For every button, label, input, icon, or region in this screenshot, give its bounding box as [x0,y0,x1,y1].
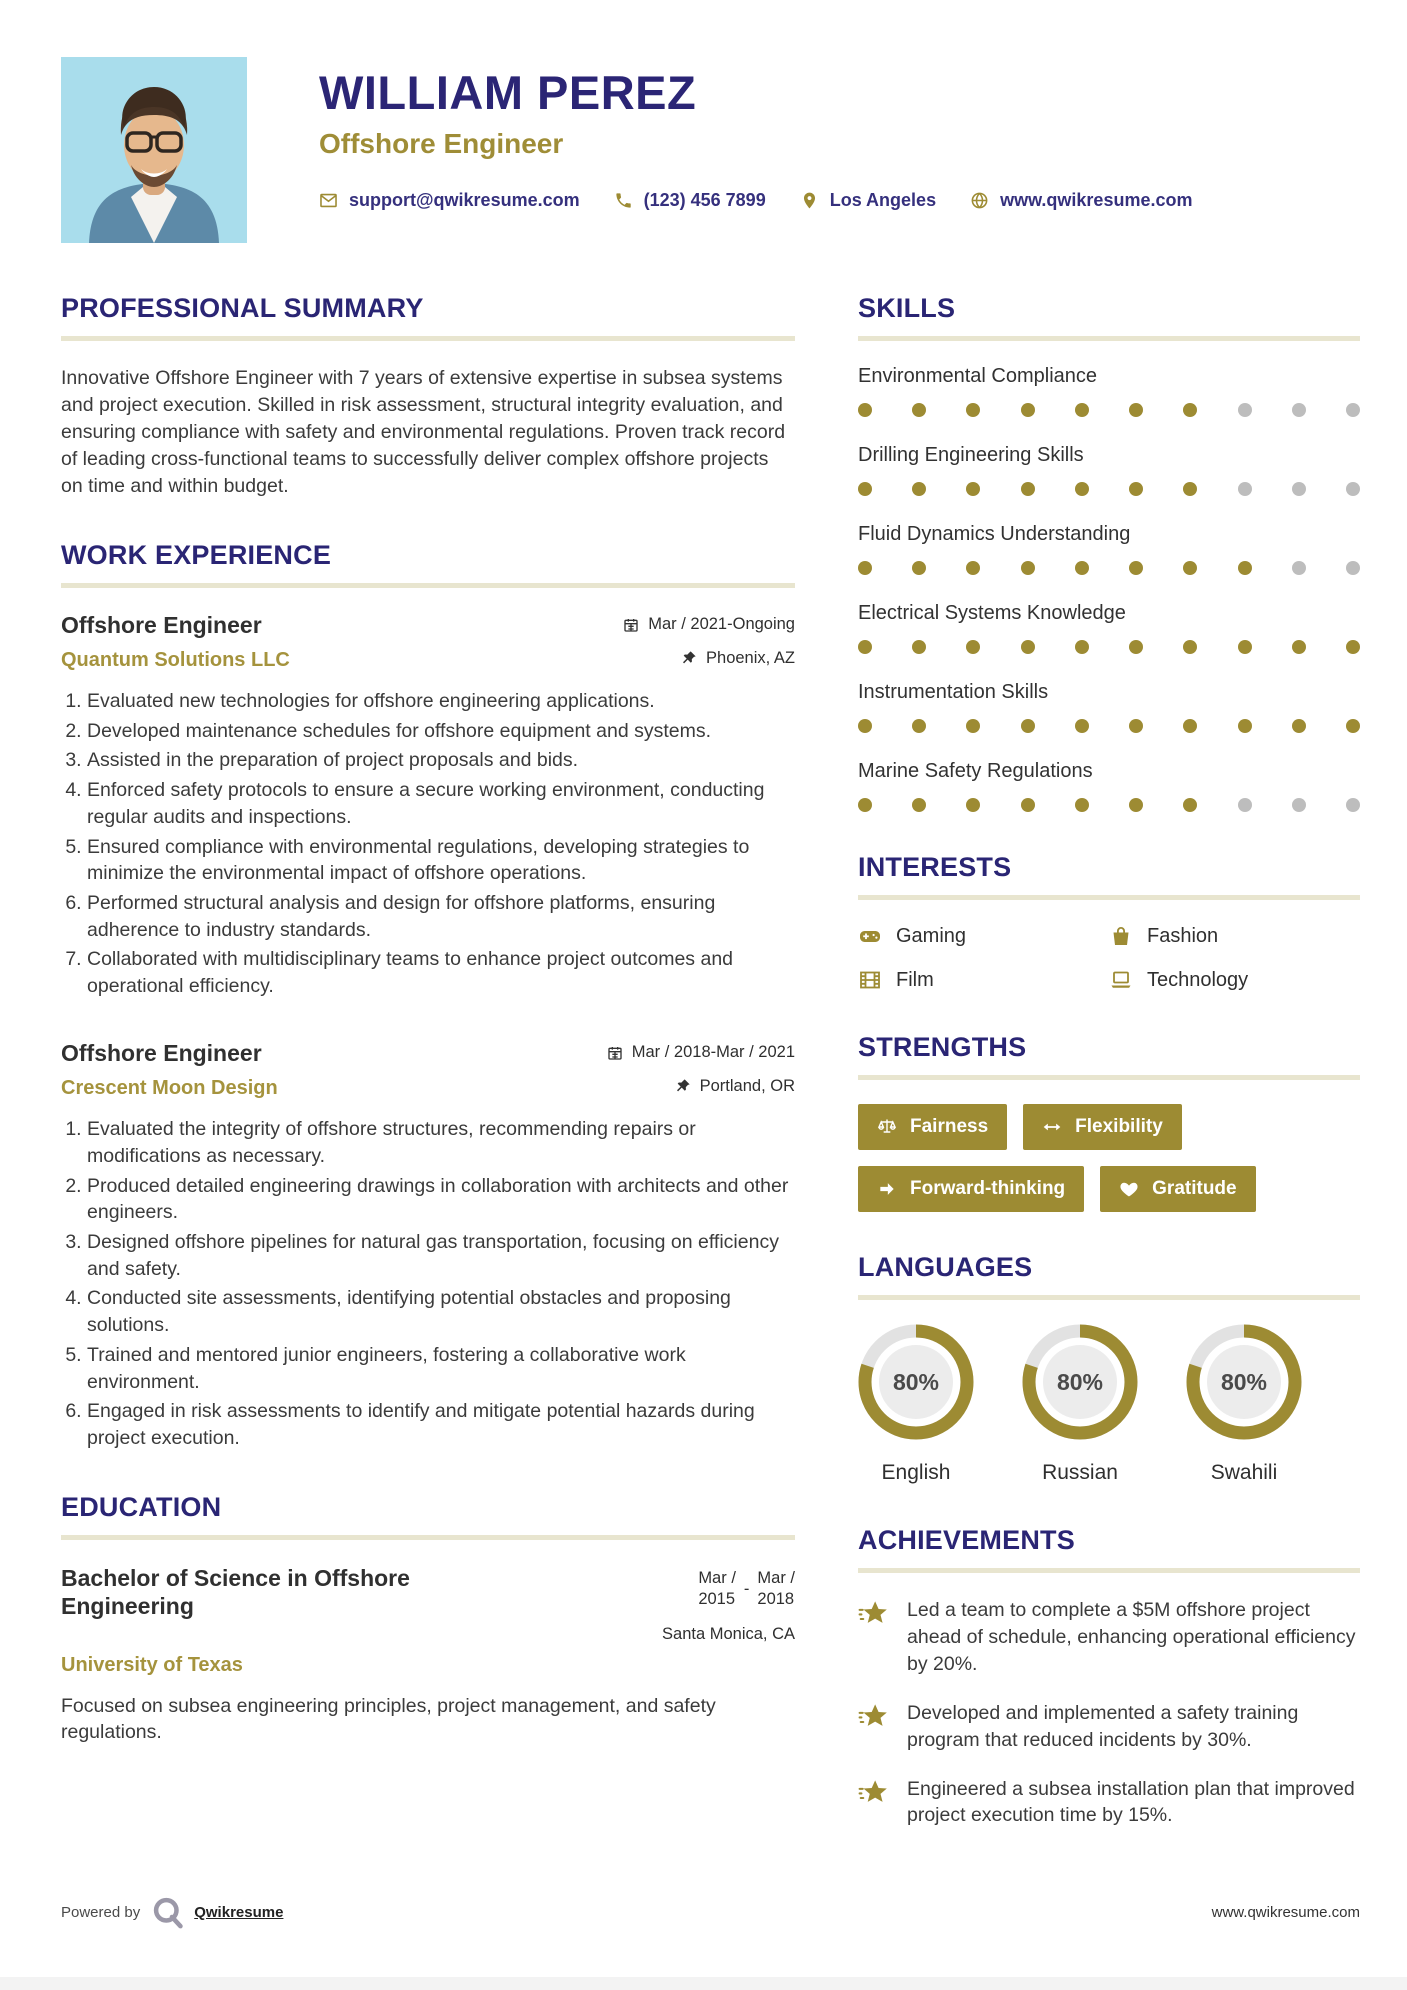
job-list [61,612,795,1452]
rating-dot [1238,403,1252,417]
star-shooting-icon [858,1700,892,1754]
job-date-text: Mar / 2018-Mar / 2021 [631,1043,795,1062]
skill-rating [858,719,1360,733]
languages-heading: LANGUAGES [858,1252,1033,1282]
job-entry [61,612,795,1000]
rating-dot [858,798,872,812]
job-bullet: 6. Performed structural analysis and design for offshore platforms, ensuring adherence to industry standards. [87,890,795,943]
language-item [1022,1324,1138,1485]
section-interests [858,852,1360,992]
star-shooting-icon [858,1597,892,1678]
language-name: Russian [1042,1461,1118,1484]
rating-dot [1238,482,1252,496]
rating-dot [1021,403,1035,417]
section-divider [61,1535,795,1540]
job-bullet: 2. Developed maintenance schedules for offshore equipment and systems. [87,718,795,745]
language-item [1186,1324,1302,1485]
skill-label: Electrical Systems Knowledge [858,602,1126,624]
rating-dot [1021,640,1035,654]
achievement-text: Developed and implemented a safety training program that reduced incidents by 30%. [907,1701,1299,1751]
rating-dot [1292,482,1306,496]
rating-dot [1075,798,1089,812]
language-donut-chart [1186,1324,1302,1445]
education-meta [653,1564,795,1644]
calendar-icon [623,617,639,633]
rating-dot [912,719,926,733]
job-location-text: Portland, OR [699,1076,795,1095]
portrait-illustration [61,57,247,243]
rating-dot [1346,798,1360,812]
contact-email[interactable] [319,190,580,211]
rating-dot [1129,561,1143,575]
svg-text:80%: 80% [892,1369,940,1395]
skill-rating [858,403,1360,417]
rating-dot [1346,561,1360,575]
contact-row [319,190,1192,211]
contact-website-text: www.qwikresume.com [1000,190,1193,210]
rating-dot [1346,403,1360,417]
section-languages [858,1252,1360,1485]
education-location: Santa Monica, CA [662,1624,795,1643]
achievement-text: Engineered a subsea installation plan that improved project execution time by 15%. [907,1777,1355,1827]
achievement-item [858,1700,1360,1754]
right-column [858,293,1360,1869]
contact-phone[interactable] [614,190,766,211]
rating-dot [966,640,980,654]
job-title: Offshore Engineer [61,611,262,638]
rating-dot [1346,640,1360,654]
rating-dot [858,482,872,496]
language-name: English [881,1461,951,1484]
job-bullets [61,688,795,1000]
rating-dot [912,640,926,654]
strengths-heading: STRENGTHS [858,1032,1027,1062]
education-date-start-month: Mar / [698,1568,736,1587]
rating-dot [858,561,872,575]
job-bullet: 1. Evaluated new technologies for offshore engineering applications. [87,688,795,715]
rating-dot [1183,640,1197,654]
job-bullet: 5. Ensured compliance with environmental regulations, developing strategies to minimize the environmental impact of offshore operations. [87,834,795,887]
job-bullet: 5. Trained and mentored junior engineers, fostering a collaborative work environment. [87,1342,795,1395]
rating-dot [1292,561,1306,575]
education-date-end-month: Mar / [757,1568,795,1587]
laptop-icon [1109,968,1133,992]
rating-dot [1129,798,1143,812]
rating-dot [1129,640,1143,654]
rating-dot [1129,719,1143,733]
section-divider [858,1075,1360,1080]
skill-item [858,681,1360,733]
school-name: University of Texas [61,1653,243,1676]
rating-dot [1183,561,1197,575]
rating-dot [858,719,872,733]
skill-rating [858,798,1360,812]
rating-dot [1021,561,1035,575]
rating-dot [858,403,872,417]
rating-dot [966,798,980,812]
rating-dot [912,403,926,417]
job-location [681,649,795,668]
page-bottom-edge [0,1977,1407,1990]
rating-dot [1292,798,1306,812]
footer-site-url: www.qwikresume.com [1211,1903,1360,1921]
left-column [61,293,795,1869]
work-heading: WORK EXPERIENCE [61,539,332,570]
interest-label: Technology [1147,968,1249,991]
rating-dot [1021,719,1035,733]
rating-dot [1075,719,1089,733]
job-title: Offshore Engineer [61,1039,262,1066]
rating-dot [1238,640,1252,654]
strength-badge [858,1104,1007,1150]
pushpin-icon [675,1078,691,1094]
education-date-separator: - [743,1579,750,1598]
globe-icon [970,191,989,210]
scales-icon [877,1117,897,1137]
education-date-start-year: 2015 [698,1590,736,1609]
rating-dot [912,798,926,812]
job-head [61,1040,795,1067]
job-bullet: 4. Enforced safety protocols to ensure a secure working environment, conducting regular audits and inspections. [87,777,795,830]
language-item [858,1324,974,1485]
job-subhead [61,649,795,673]
rating-dot [1183,719,1197,733]
job-company: Quantum Solutions LLC [61,649,290,672]
contact-location-text: Los Angeles [829,190,937,210]
rating-dot [1238,561,1252,575]
email-icon [319,191,338,210]
rating-dot [1075,482,1089,496]
contact-phone-text: (123) 456 7899 [643,190,766,210]
interest-label: Fashion [1147,924,1219,947]
job-date [607,1043,795,1062]
section-divider [858,336,1360,341]
achievement-text: Led a team to complete a $5M offshore project ahead of schedule, enhancing operational efficiency by 20%. [907,1599,1356,1675]
skill-item [858,523,1360,575]
language-name: Swahili [1210,1461,1278,1484]
rating-dot [1075,640,1089,654]
strength-label: Forward-thinking [910,1178,1066,1199]
footer-branding [61,1895,283,1929]
section-education [61,1492,795,1747]
section-skills [858,293,1360,812]
job-bullet: 6. Engaged in risk assessments to identify and mitigate potential hazards during project execution. [87,1398,795,1451]
rating-dot [1183,403,1197,417]
language-donut-chart [858,1324,974,1445]
rating-dot [1346,482,1360,496]
achievements-heading: ACHIEVEMENTS [858,1525,1075,1555]
section-divider [61,336,795,341]
powered-by-label: Powered by [61,1903,141,1921]
job-bullet: 3. Assisted in the preparation of project proposals and bids. [87,747,795,774]
rating-dot [858,640,872,654]
heart-icon [1119,1179,1139,1199]
interest-list [858,924,1360,992]
strength-badge [1100,1166,1255,1212]
qwikresume-link[interactable]: Qwikresume [194,1903,284,1921]
skill-rating [858,640,1360,654]
section-work [61,540,795,1452]
section-divider [858,895,1360,900]
star-shooting-icon [858,1776,892,1830]
skill-label: Fluid Dynamics Understanding [858,523,1131,545]
film-icon [858,968,882,992]
job-head [61,612,795,639]
job-bullet: 2. Produced detailed engineering drawings in collaboration with architects and other engineers. [87,1173,795,1226]
education-date-end-year: 2018 [757,1590,795,1609]
skill-list [858,365,1360,812]
interest-label: Gaming [896,924,967,947]
skill-item [858,602,1360,654]
pushpin-icon [681,650,697,666]
achievement-item [858,1597,1360,1678]
skill-item [858,760,1360,812]
language-list [858,1324,1360,1485]
strength-label: Flexibility [1075,1116,1163,1137]
job-company: Crescent Moon Design [61,1077,278,1100]
skills-heading: SKILLS [858,293,956,323]
skill-label: Marine Safety Regulations [858,760,1093,782]
interests-heading: INTERESTS [858,852,1012,882]
header [61,57,1360,243]
contact-email-text: support@qwikresume.com [349,190,580,210]
arrow-right-icon [877,1179,897,1199]
strength-badge [1023,1104,1182,1150]
handbag-icon [1109,924,1133,948]
job-bullet: 3. Designed offshore pipelines for natural gas transportation, focusing on efficiency and safety. [87,1229,795,1282]
job-date [623,615,795,634]
job-bullet: 7. Collaborated with multidisciplinary teams to enhance project outcomes and operational efficiency. [87,946,795,999]
rating-dot [912,561,926,575]
strength-list [858,1104,1360,1212]
rating-dot [1183,482,1197,496]
section-divider [858,1568,1360,1573]
rating-dot [1346,719,1360,733]
candidate-title: Offshore Engineer [319,128,564,159]
job-bullets [61,1116,795,1451]
job-bullet: 4. Conducted site assessments, identifying potential obstacles and proposing solutions. [87,1285,795,1338]
strength-badge [858,1166,1084,1212]
rating-dot [966,403,980,417]
rating-dot [966,719,980,733]
education-description: Focused on subsea engineering principles, project management, and safety regulations. [61,1694,716,1744]
skill-rating [858,561,1360,575]
achievement-list [858,1597,1360,1829]
education-school-row [61,1654,795,1677]
rating-dot [1129,403,1143,417]
candidate-name: WILLIAM PEREZ [319,66,697,119]
summary-text: Innovative Offshore Engineer with 7 years of extensive expertise in subsea systems and project execution. Skilled in risk assessment, structural integrity evaluation, and ensuring compliance with safety and environmental regulations. Proven track record of leading cross-functional teams to successfully deliver complex offshore projects on time and within budget. [61,367,786,497]
education-entry [61,1564,795,1644]
section-divider [61,583,795,588]
education-date [690,1568,795,1611]
interest-label: Film [896,968,934,991]
rating-dot [1129,482,1143,496]
interest-item [858,924,1109,948]
interest-item [858,968,1109,992]
rating-dot [1238,798,1252,812]
calendar-icon [607,1045,623,1061]
job-subhead [61,1077,795,1101]
interest-item [1109,924,1360,948]
contact-location[interactable] [800,190,936,211]
phone-icon [614,191,633,210]
section-summary [61,293,795,500]
rating-dot [1021,482,1035,496]
strength-label: Fairness [910,1116,989,1137]
gamepad-icon [858,924,882,948]
interest-item [1109,968,1360,992]
rating-dot [966,561,980,575]
rating-dot [1292,640,1306,654]
job-date-text: Mar / 2021-Ongoing [648,615,795,634]
skill-label: Drilling Engineering Skills [858,444,1084,466]
rating-dot [1075,403,1089,417]
job-location-text: Phoenix, AZ [706,648,795,667]
skill-label: Environmental Compliance [858,365,1098,387]
rating-dot [1238,719,1252,733]
summary-heading: PROFESSIONAL SUMMARY [61,293,424,323]
profile-photo [61,57,247,243]
job-location [675,1077,795,1096]
achievement-item [858,1776,1360,1830]
content-columns [61,293,1360,1869]
section-divider [858,1295,1360,1300]
rating-dot [1292,719,1306,733]
degree-title: Bachelor of Science in Offshore Engineering [61,1564,410,1620]
language-donut-chart [1022,1324,1138,1445]
rating-dot [1021,798,1035,812]
header-text [319,57,1192,211]
rating-dot [1075,561,1089,575]
location-icon [800,191,819,210]
contact-website[interactable] [970,190,1192,211]
job-bullet: 1. Evaluated the integrity of offshore structures, recommending repairs or modifications as necessary. [87,1116,795,1169]
education-heading: EDUCATION [61,1491,222,1522]
skill-rating [858,482,1360,496]
svg-text:80%: 80% [1220,1369,1268,1395]
rating-dot [966,482,980,496]
footer [61,1895,1360,1929]
qwikresume-logo-icon [150,1895,184,1929]
job-entry [61,1040,795,1452]
rating-dot [1292,403,1306,417]
strength-label: Gratitude [1152,1178,1237,1199]
rating-dot [1183,798,1197,812]
skill-label: Instrumentation Skills [858,681,1049,703]
arrows-lr-icon [1042,1117,1062,1137]
skill-item [858,365,1360,417]
section-strengths [858,1032,1360,1212]
skill-item [858,444,1360,496]
rating-dot [912,482,926,496]
section-achievements [858,1525,1360,1829]
svg-text:80%: 80% [1056,1369,1104,1395]
